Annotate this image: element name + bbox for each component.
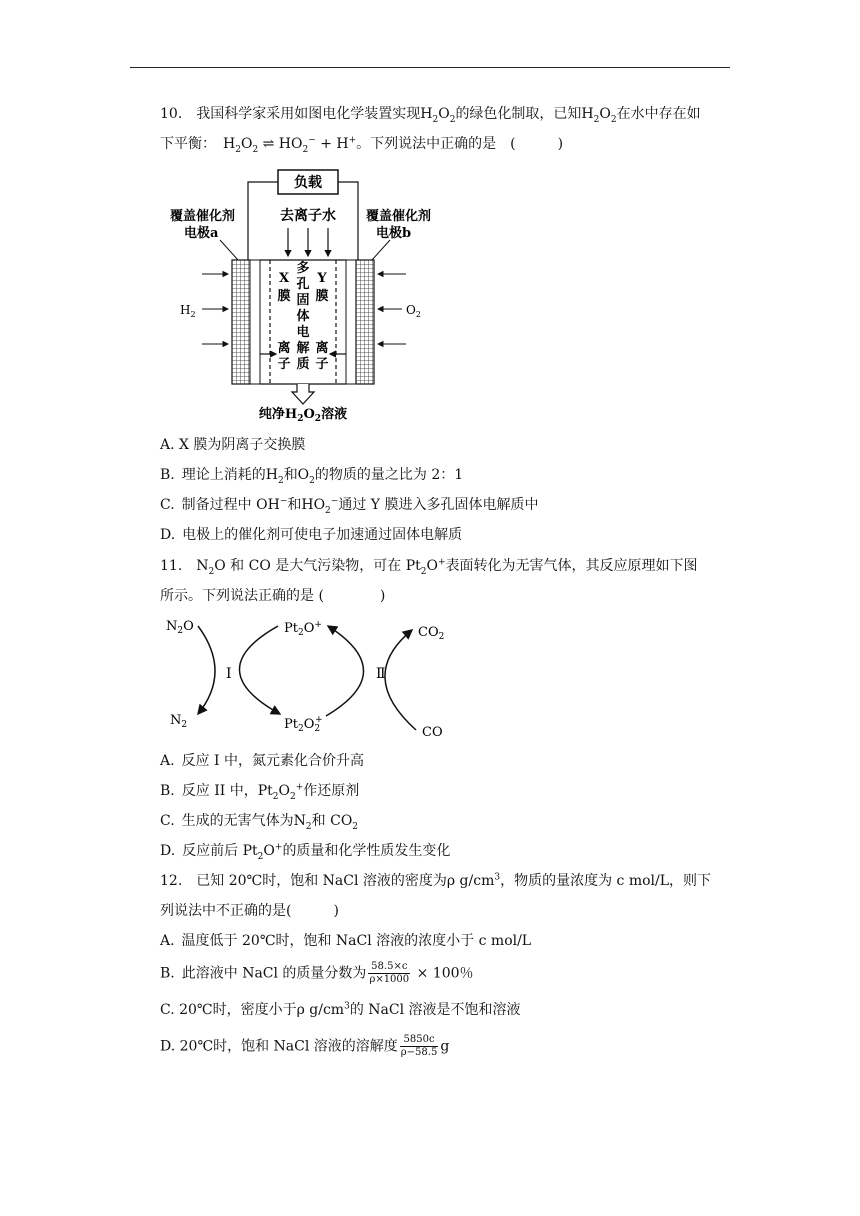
q11-option-a: A. 反应 I 中，氮元素化合价升高 — [160, 753, 364, 769]
n2o-label: $N_2O$ — [166, 619, 194, 636]
q12-stem-line2: 列说法中不正确的是( ) — [160, 903, 339, 919]
q11-reaction-cycle-diagram — [160, 612, 460, 742]
electrode-a — [232, 260, 250, 384]
reaction-1-label: I — [226, 666, 232, 682]
electrode-b — [356, 260, 374, 384]
svg-text:子: 子 — [277, 357, 291, 372]
svg-text:固: 固 — [296, 293, 310, 308]
arc-n2o-n2 — [198, 626, 215, 714]
reaction-2-label: Ⅱ — [376, 666, 386, 682]
svg-text:解: 解 — [296, 341, 310, 356]
svg-text:子: 子 — [315, 357, 329, 372]
q11-stem-line1: 11. $N_2O$ 和 CO 是大气污染物，可在 $Pt_2O^+$表面转化为无害气体，其反应原理如下图 — [160, 557, 698, 577]
q11-option-b: B. 反应 II 中，$Pt_2O_2^+$作还原剂 — [160, 782, 360, 802]
q10-option-c: C. 制备过程中 OH−和$HO_2^-$通过 Y 膜进入多孔固体电解质中 — [160, 496, 539, 516]
pt2o-top-label: $Pt_2O^+$ — [284, 620, 322, 638]
q12-option-b: B. 此溶液中 NaCl 的质量分数为 $\frac{58.5\times c}{\rho\times 1000}$ × 100％ — [160, 961, 474, 985]
svg-text:离: 离 — [277, 341, 291, 356]
h2-label: $H_2$ — [180, 303, 196, 319]
co2-label: $CO_2$ — [418, 625, 445, 642]
pt2o2-bottom-label: $Pt_2O_2+$ — [284, 715, 323, 734]
load-label: 负载 — [294, 175, 322, 191]
q10-option-b: B. 理论上消耗的$H_2$和$O_2$的物质的量之比为 2：1 — [160, 467, 464, 486]
svg-text:膜: 膜 — [277, 289, 291, 304]
mass-fraction-formula: $\frac{58.5\times c}{\rho\times 1000}$ — [369, 961, 410, 985]
electrolyte-label — [296, 260, 310, 372]
q10-option-a: A. X 膜为阴离子交换膜 — [160, 437, 306, 453]
n2-label: $N_2$ — [170, 713, 188, 730]
svg-text:膜: 膜 — [315, 289, 329, 304]
q10-stem-line2: 下平衡： $H_2O_2$ ⇌ $HO_2^- + H^+$。下列说法中正确的是 ( ) — [160, 135, 564, 155]
q10-stem-line1: 10. 我国科学家采用如图电化学装置实现$H_2O_2$的绿色化制取，已知$H_2O_2$在水中存在如 — [160, 106, 701, 125]
electrode-a-label-2: 电极a — [184, 226, 219, 241]
q12-stem-line1: 12. 已知 20℃时，饱和 NaCl 溶液的密度为ρ $g/cm^3$，物质的量浓度为 c mol/L，则下 — [160, 872, 712, 889]
q12-option-c: C. 20℃时，密度小于ρ $g/cm^3$的 NaCl 溶液是不饱和溶液 — [160, 1001, 521, 1018]
electrode-b-label-1: 覆盖催化剂 — [366, 209, 432, 224]
outlet-arrow — [292, 384, 314, 404]
co-label: CO — [422, 725, 443, 740]
svg-text:X: X — [278, 271, 290, 286]
q11-stem-line2: 所示。下列说法正确的是 ( ) — [160, 588, 386, 604]
solubility-formula: $\frac{5850c}{\rho-58.5}$ — [400, 1034, 438, 1058]
water-label: 去离子水 — [280, 208, 336, 224]
product-label: 纯净$H_2O_2$溶液 — [258, 407, 348, 424]
q12-option-a: A. 温度低于 20℃时，饱和 NaCl 溶液的浓度小于 c mol/L — [160, 933, 532, 949]
electrode-a-label-1: 覆盖催化剂 — [170, 209, 236, 224]
svg-text:多: 多 — [296, 261, 310, 276]
arc-co-co2 — [385, 630, 416, 730]
electrode-b-label-2: 电极b — [376, 226, 412, 241]
o2-label: $O_2$ — [406, 303, 421, 319]
svg-text:Y: Y — [317, 271, 327, 286]
q11-option-d: D. 反应前后 $Pt_2O^+$的质量和化学性质发生变化 — [160, 842, 451, 862]
q10-electrochemical-diagram — [160, 164, 460, 424]
svg-text:体: 体 — [296, 309, 310, 324]
q10-option-d: D. 电极上的催化剂可使电子加速通过固体电解质 — [160, 527, 463, 543]
svg-text:质: 质 — [296, 357, 310, 372]
arc-left-cycle — [239, 626, 280, 714]
svg-text:离: 离 — [315, 341, 329, 356]
arc-right-cycle — [326, 626, 364, 716]
q12-option-d: D. 20℃时，饱和 NaCl 溶液的溶解度 $\frac{5850c}{\rho-58.5}$ g — [160, 1034, 450, 1058]
header-rule — [130, 67, 730, 68]
q11-option-c: C. 生成的无害气体为$N_2$和 $CO_2$ — [160, 813, 359, 832]
svg-text:孔: 孔 — [296, 277, 310, 292]
svg-text:电: 电 — [296, 325, 310, 340]
